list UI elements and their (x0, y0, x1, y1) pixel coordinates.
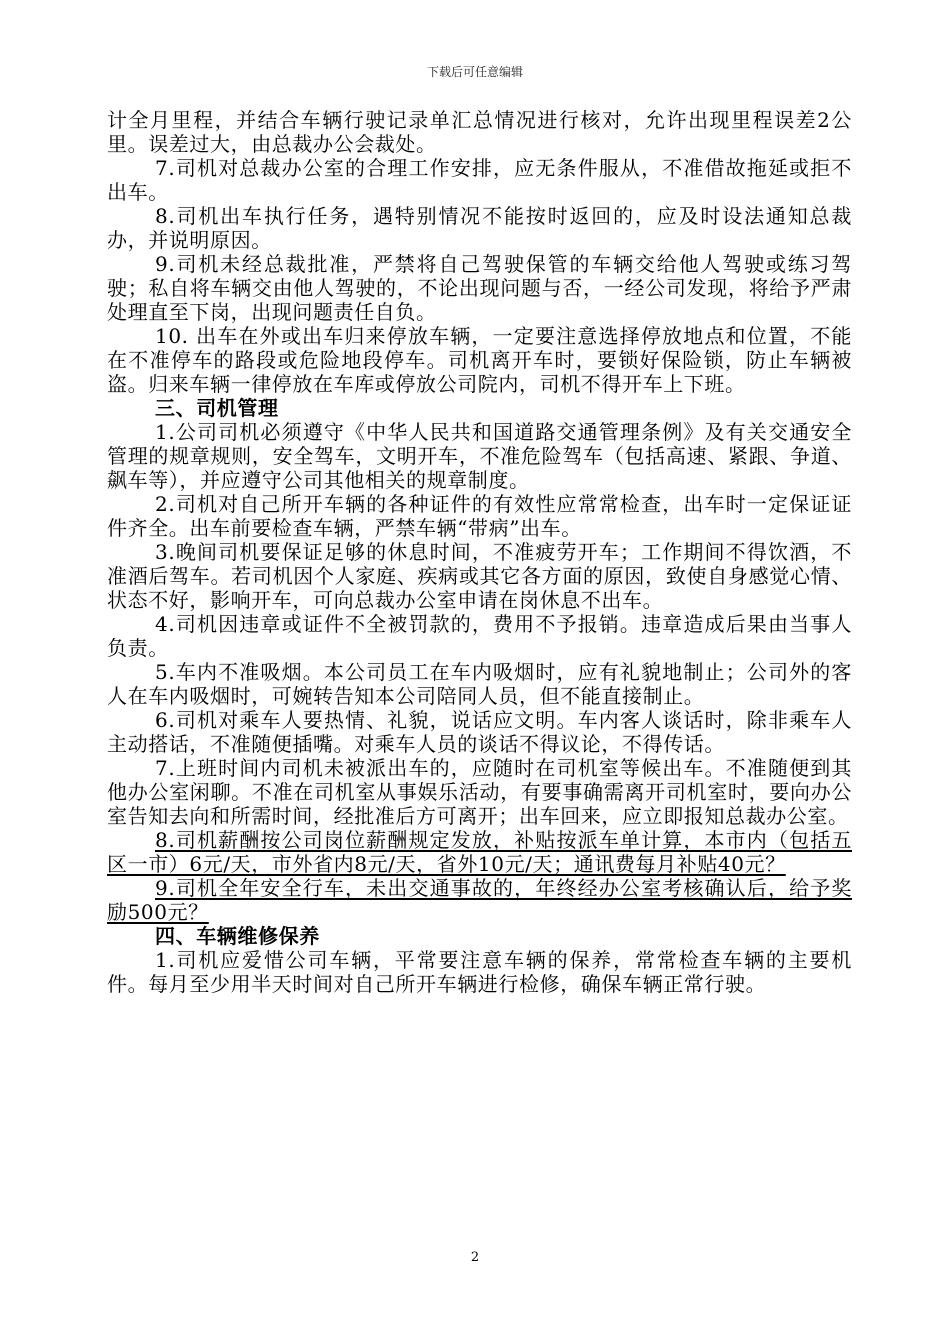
paragraph: 5.车内不准吸烟。本公司员工在车内吸烟时，应有礼貌地制止；公司外的客人在车内吸烟时，可婉转告知本公司陪同人员，但不能直接制止。 (107, 660, 852, 708)
section-heading: 三、司机管理 (155, 396, 279, 420)
paragraph: 1.公司司机必须遵守《中华人民共和国道路交通管理条例》及有关交通安全管理的规章规则，安全驾车，文明开车，不准危险驾车（包括高速、紧跟、争道、飙车等），并应遵守公司其他相关的规章制度。 (107, 420, 852, 492)
paragraph: 7.司机对总裁办公室的合理工作安排，应无条件服从，不准借故拖延或拒不出车。 (107, 156, 852, 204)
paragraph: 计全月里程，并结合车辆行驶记录单汇总情况进行核对，允许出现里程误差2公里。误差过大，由总裁办公会裁处。 (107, 108, 852, 156)
paragraph: 3.晚间司机要保证足够的休息时间，不准疲劳开车；工作期间不得饮酒，不准酒后驾车。若司机因个人家庭、疾病或其它各方面的原因，致使自身感觉心情、状态不好，影响开车，可向总裁办公室申请在岗休息不出车。 (107, 540, 852, 612)
paragraph: 7.上班时间内司机未被派出车的，应随时在司机室等候出车。不准随便到其他办公室闲聊。不准在司机室从事娱乐活动，有要事确需离开司机室时，要向办公室告知去向和所需时间，经批准后方可离开；出车回来，应立即报知总裁办公室。 (107, 756, 852, 828)
underlined-paragraph: 9.司机全年安全行车，未出交通事故的，年终经办公室考核确认后，给予奖励500元？ (107, 876, 852, 924)
document-body (107, 108, 852, 996)
paragraph: 8.司机出车执行任务，遇特别情况不能按时返回的，应及时设法通知总裁办，并说明原因。 (107, 204, 852, 252)
paragraph: 4.司机因违章或证件不全被罚款的，费用不予报销。违章造成后果由当事人负责。 (107, 612, 852, 660)
paragraph: 10. 出车在外或出车归来停放车辆，一定要注意选择停放地点和位置，不能在不准停车的路段或危险地段停车。司机离开车时，要锁好保险锁，防止车辆被盗。归来车辆一律停放在车库或停放公司院内，司机不得开车上下班。 (107, 324, 852, 396)
underlined-paragraph: 8.司机薪酬按公司岗位薪酬规定发放，补贴按派车单计算，本市内（包括五区一市）6元/天，市外省内8元/天，省外10元/天；通讯费每月补贴40元？ (107, 828, 852, 876)
paragraph: 9.司机未经总裁批准，严禁将自己驾驶保管的车辆交给他人驾驶或练习驾驶；私自将车辆交由他人驾驶的，不论出现问题与否，一经公司发现，将给予严肃处理直至下岗，出现问题责任自负。 (107, 252, 852, 324)
paragraph: 6.司机对乘车人要热情、礼貌，说话应文明。车内客人谈话时，除非乘车人主动搭话，不准随便插嘴。对乘车人员的谈话不得议论，不得传话。 (107, 708, 852, 756)
page-number: 2 (470, 1250, 480, 1265)
paragraph: 2.司机对自己所开车辆的各种证件的有效性应常常检查，出车时一定保证证件齐全。出车前要检查车辆，严禁车辆“带病”出车。 (107, 492, 852, 540)
paragraph: 1.司机应爱惜公司车辆，平常要注意车辆的保养，常常检查车辆的主要机件。每月至少用半天时间对自己所开车辆进行检修，确保车辆正常行驶。 (107, 948, 852, 996)
section-heading: 四、车辆维修保养 (155, 924, 320, 948)
page-header: 下载后可任意编辑 (426, 65, 523, 79)
